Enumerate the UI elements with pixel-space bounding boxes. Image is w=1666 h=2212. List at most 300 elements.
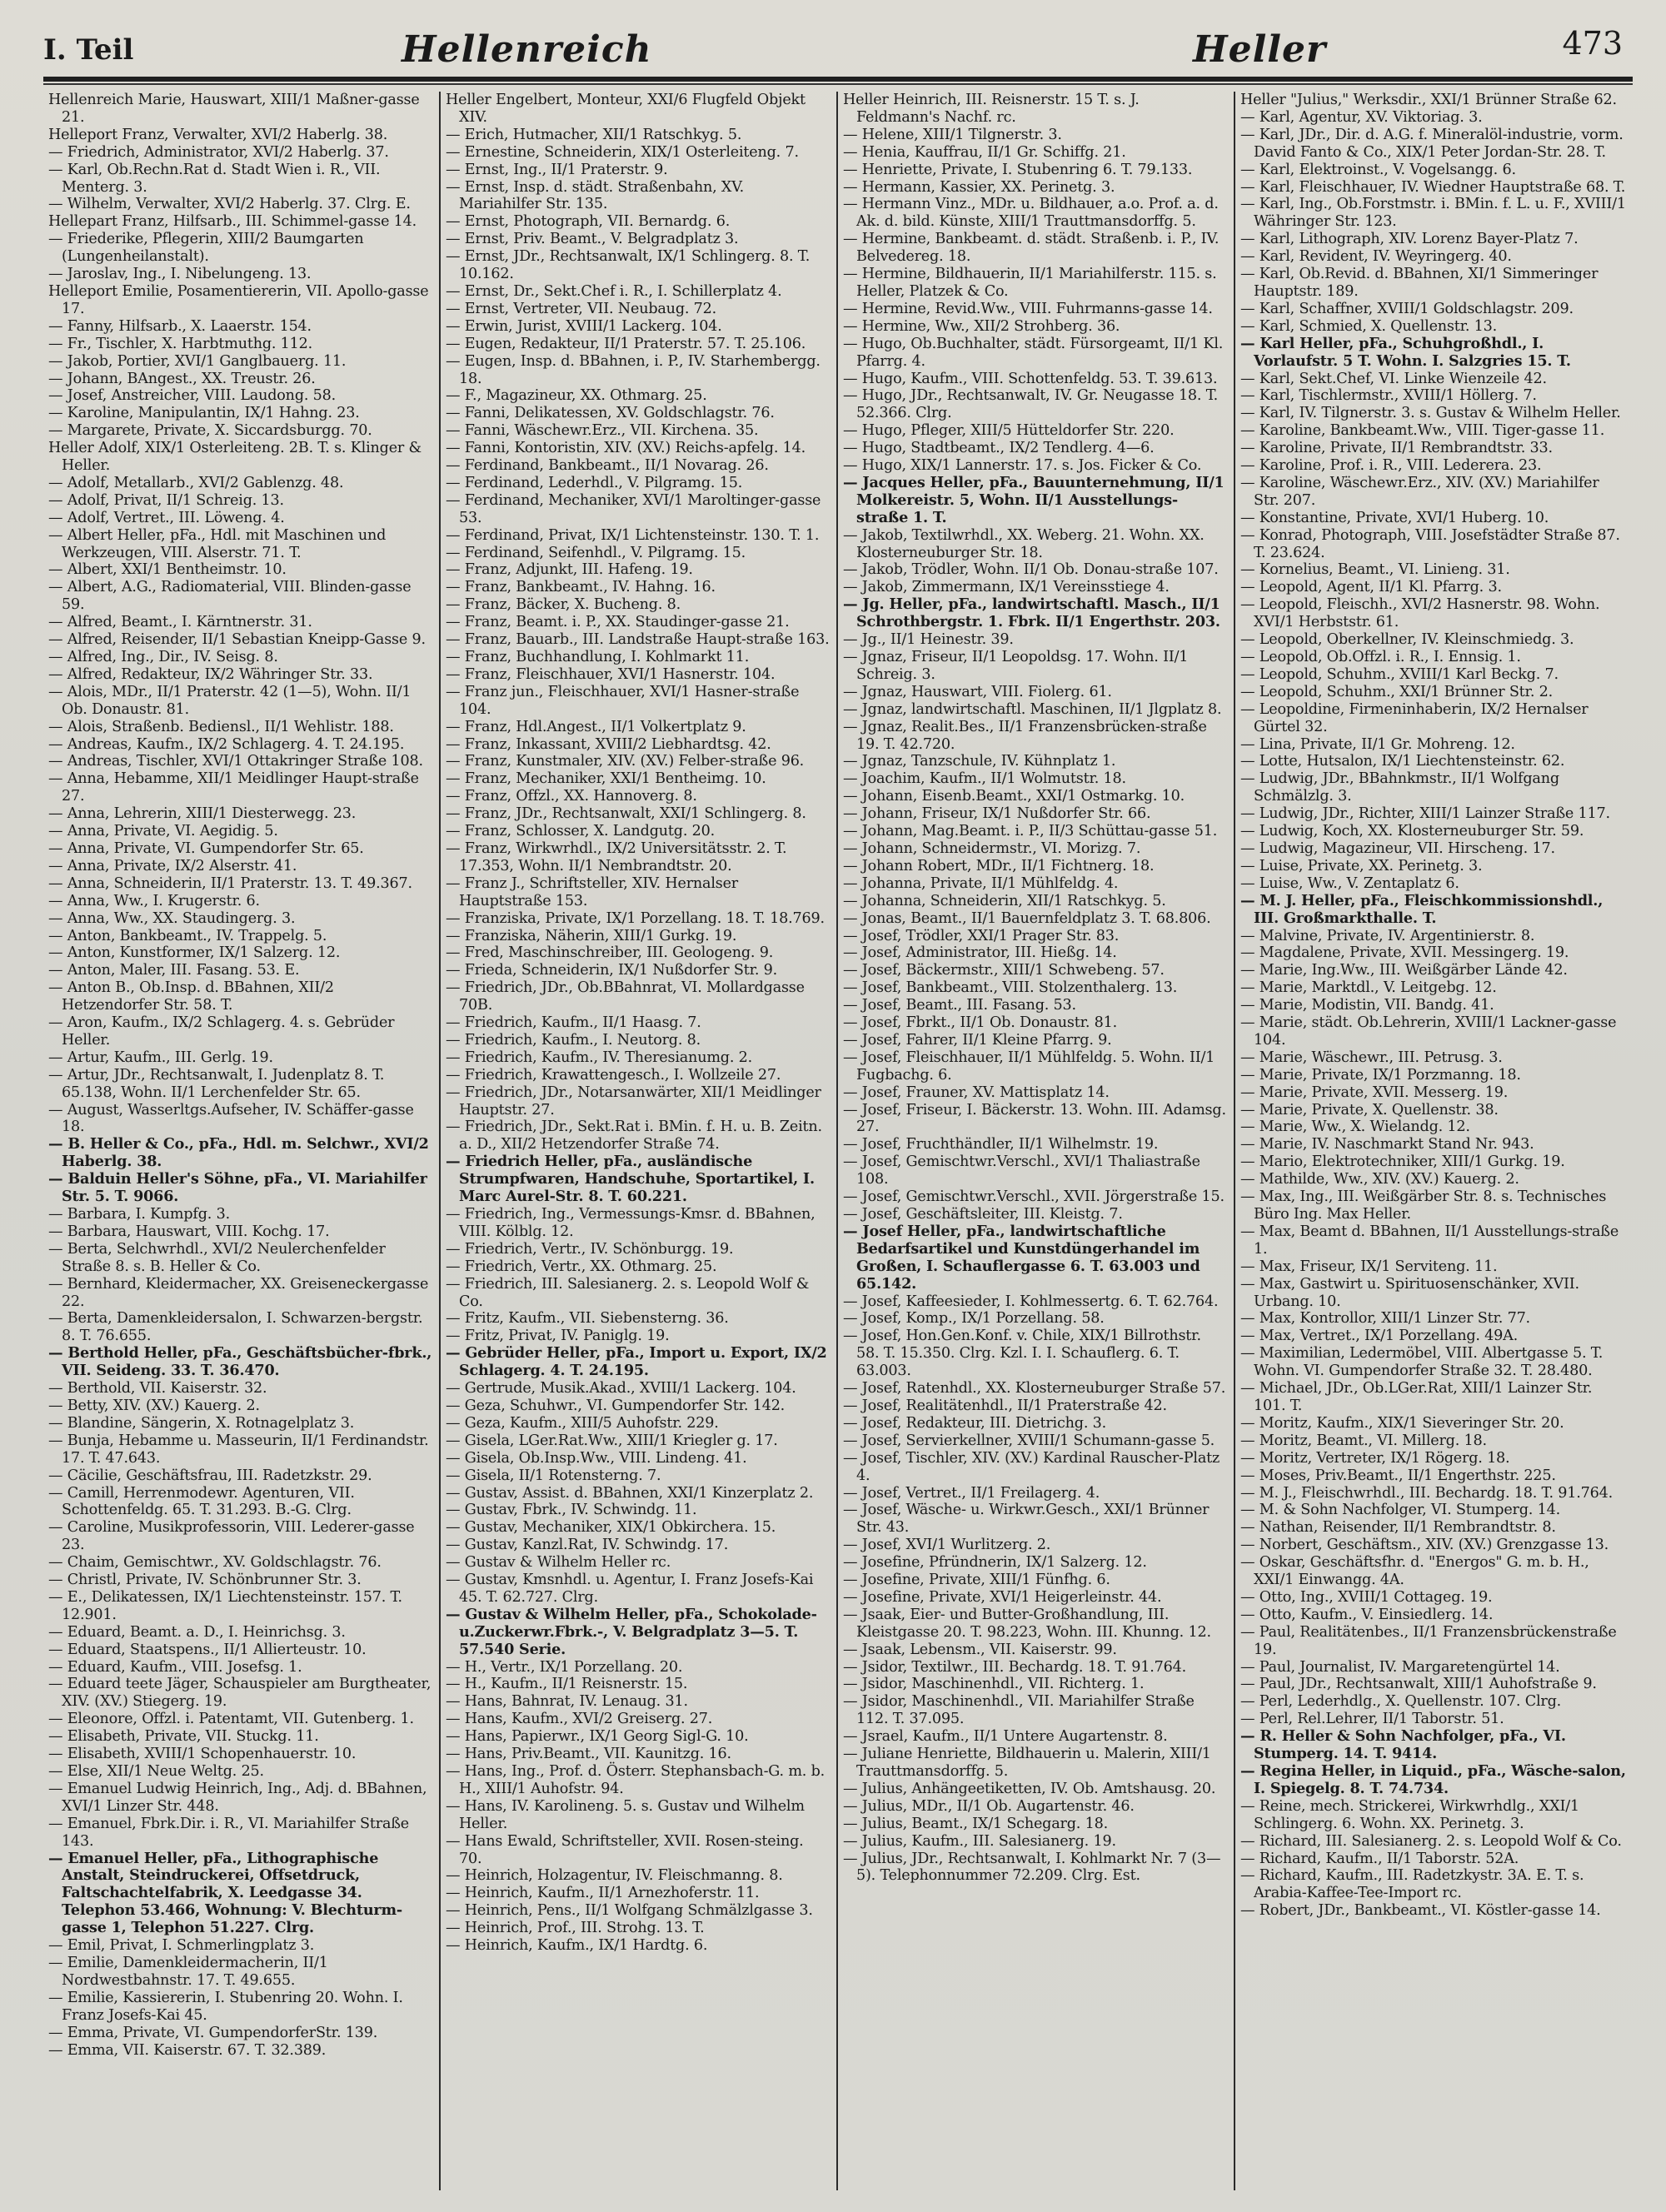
directory-entry: — Magdalene, Private, XVII. Messingerg. 19. — [1240, 944, 1569, 962]
directory-entry: — Hermann Vinz., MDr. u. Bildhauer, a.o. Prof. a. d. Ak. d. bild. Künste, XIII/1 Trauttmansdorffg. 5. — [843, 196, 1219, 231]
directory-entry: — Marie, IV. Naschmarkt Stand Nr. 943. — [1240, 1136, 1534, 1153]
directory-entry: — Franz, Kunstmaler, XIV. (XV.) Felber-straße 96. — [446, 753, 805, 770]
directory-entry: — Frieda, Schneiderin, IX/1 Nußdorfer Str. 9. — [446, 962, 778, 979]
directory-entry: — Franziska, Private, IX/1 Porzellang. 18. T. 18.769. — [446, 909, 825, 927]
directory-entry: — Mario, Elektrotechniker, XIII/1 Gurkg. 19. — [1240, 1153, 1565, 1171]
directory-entry: — Ferdinand, Lederhdl., V. Pilgramg. 15. — [446, 474, 743, 491]
directory-entry: — Josefine, Private, XIII/1 Fünfhg. 6. — [843, 1572, 1110, 1589]
directory-entry: — Henriette, Private, I. Stubenring 6. T. 79.133. — [843, 161, 1193, 178]
directory-entry: — Friedrich, JDr., Sekt.Rat i. BMin. f. H. u. B. Zeitn. a. D., XII/2 Hetzendorfer Straße 74. — [446, 1118, 822, 1153]
directory-entry: — Joachim, Kaufm., II/1 Wolmutstr. 18. — [843, 770, 1126, 788]
directory-entry: — Johann, Mag.Beamt. i. P., II/3 Schüttau-gasse 51. — [843, 823, 1218, 840]
directory-entry: — Artur, Kaufm., III. Gerlg. 19. — [48, 1049, 273, 1066]
directory-entry: — Karl, Elektroinst., V. Vogelsangg. 6. — [1240, 161, 1516, 178]
directory-entry: — Jgnaz, landwirtschaftl. Maschinen, II/1 Jlgplatz 8. — [843, 700, 1222, 718]
directory-entry: — Friedrich, JDr., Ob.BBahnrat, VI. Mollardgasse 70B. — [446, 979, 805, 1014]
directory-entry: — Jaroslav, Ing., I. Nibelungeng. 13. — [48, 266, 312, 283]
directory-entry: — Betty, XIV. (XV.) Kauerg. 2. — [48, 1397, 260, 1414]
directory-entry: — Friedrich, Ing., Vermessungs-Kmsr. d. BBahnen, VIII. Kölblg. 12. — [446, 1206, 816, 1240]
directory-entry: — Helene, XIII/1 Tilgnerstr. 3. — [843, 126, 1062, 143]
directory-entry: — Margarete, Private, X. Siccardsburgg. 70. — [48, 422, 372, 440]
directory-entry: — Paul, Journalist, IV. Margaretengürtel 14. — [1240, 1658, 1560, 1676]
directory-entry: — Ernestine, Schneiderin, XIX/1 Osterleiteng. 7. — [446, 143, 799, 161]
directory-entry: — Marie, Private, X. Quellenstr. 38. — [1240, 1101, 1499, 1118]
directory-entry: — Konstantine, Private, XVI/1 Huberg. 10. — [1240, 509, 1549, 526]
directory-entry: — Gisela, Ob.Insp.Ww., VIII. Lindeng. 41. — [446, 1449, 747, 1467]
directory-entry: — Karl, Revident, IV. Weyringerg. 40. — [1240, 248, 1512, 266]
directory-entry: — Berta, Selchwrhdl., XVI/2 Neulerchenfelder Straße 8. s. B. Heller & Co. — [48, 1240, 386, 1275]
directory-entry: — Andreas, Kaufm., IX/2 Schlagerg. 4. T. 24.195. — [48, 735, 405, 753]
directory-entry: — Mathilde, Ww., XIV. (XV.) Kauerg. 2. — [1240, 1171, 1519, 1188]
directory-entry: — Jg. Heller, pFa., landwirtschaftl. Masch., II/1 Schrothbergstr. 1. Fbrk. II/1 Engerthstr. 203. — [843, 595, 1220, 631]
directory-entry: — Franz, Adjunkt, III. Hafeng. 19. — [446, 561, 693, 579]
directory-entry: — Karl, Tischlermstr., XVIII/1 Höllerg. 7. — [1240, 387, 1537, 405]
directory-entry: — Heinrich, Kaufm., II/1 Arnezhoferstr. 11. — [446, 1885, 760, 1902]
directory-entry: — Alfred, Reisender, II/1 Sebastian Kneipp-Gasse 9. — [48, 631, 426, 649]
directory-entry: — Karl, Ob.Revid. d. BBahnen, XI/1 Simmeringer Hauptstr. 189. — [1240, 266, 1599, 300]
directory-entry: — Kornelius, Beamt., VI. Linieng. 31. — [1240, 561, 1510, 579]
directory-entry: — Hans, Priv.Beamt., VII. Kaunitzg. 16. — [446, 1746, 731, 1763]
directory-entry: — Ernst, JDr., Rechtsanwalt, IX/1 Schlingerg. 8. T. 10.162. — [446, 248, 811, 283]
directory-entry: — Else, XII/1 Neue Weltg. 25. — [48, 1763, 264, 1780]
directory-entry: — Gisela, II/1 Rotensterng. 7. — [446, 1467, 661, 1484]
directory-entry: — Jonas, Beamt., II/1 Bauernfeldplatz 3. T. 68.806. — [843, 909, 1211, 927]
directory-entry: — Johann, BAngest., XX. Treustr. 26. — [48, 370, 316, 387]
directory-entry: — Julius, Kaufm., III. Salesianerg. 19. — [843, 1832, 1116, 1850]
directory-entry: — Josef, Redakteur, III. Dietrichg. 3. — [843, 1414, 1106, 1432]
directory-entry: — Bernhard, Kleidermacher, XX. Greiseneckergasse 22. — [48, 1275, 429, 1310]
directory-entry: — Karl, JDr., Dir. d. A.G. f. Mineralöl-industrie, vorm. David Fanto & Co., XIX/1 Peter Jordan-Str. 28. T. — [1240, 126, 1624, 161]
directory-entry: — Karl, Schmied, X. Quellenstr. 13. — [1240, 317, 1498, 335]
directory-entry: — Karoline, Wäschewr.Erz., XIV. (XV.) Mariahilfer Str. 207. — [1240, 474, 1599, 509]
directory-entry: — Josef, Realitätenhdl., II/1 Praterstraße 42. — [843, 1397, 1167, 1414]
directory-entry: — Elisabeth, Private, VII. Stuckg. 11. — [48, 1728, 319, 1746]
directory-entry: — Max, Vertret., IX/1 Porzellang. 49A. — [1240, 1328, 1519, 1345]
directory-entry: — Josef, Wäsche- u. Wirkwr.Gesch., XXI/1 Brünner Str. 43. — [843, 1502, 1210, 1537]
directory-entry: — Heinrich, Prof., III. Strohg. 13. T. — [446, 1920, 705, 1937]
directory-entry: — Hugo, Stadtbeamt., IX/2 Tendlerg. 4—6. — [843, 440, 1155, 457]
directory-entry: — Josef, Administrator, III. Hießg. 14. — [843, 944, 1117, 962]
directory-entry: — Josef, Fleischhauer, II/1 Mühlfeldg. 5. Wohn. II/1 Fugbachg. 6. — [843, 1049, 1215, 1084]
directory-entry: — Josef, Fruchthändler, II/1 Wilhelmstr. 19. — [843, 1136, 1159, 1153]
directory-entry: — Josef, Geschäftsleiter, III. Kleistg. 7. — [843, 1206, 1123, 1223]
directory-entry: — Perl, Rel.Lehrer, II/1 Taborstr. 51. — [1240, 1711, 1504, 1728]
directory-entry: — Balduin Heller's Söhne, pFa., VI. Mariahilfer Str. 5. T. 9066. — [48, 1170, 427, 1206]
directory-entry: — Franz, Offzl., XX. Hannoverg. 8. — [446, 788, 697, 805]
directory-entry: — Franz jun., Fleischhauer, XVI/1 Hasner-straße 104. — [446, 683, 800, 718]
directory-entry: — Marie, Private, XVII. Messerg. 19. — [1240, 1084, 1509, 1101]
column-3 — [838, 92, 1235, 2190]
directory-entry: — Leopold, Agent, II/1 Kl. Pfarrg. 3. — [1240, 579, 1502, 596]
directory-entry: — Jg., II/1 Heinestr. 39. — [843, 631, 1014, 649]
directory-entry: — Josef, Fahrer, II/1 Kleine Pfarrg. 9. — [843, 1031, 1112, 1049]
directory-entry: — Friedrich, Krawattengesch., I. Wollzeile 27. — [446, 1066, 781, 1084]
directory-entry: — Franz, Buchhandlung, I. Kohlmarkt 11. — [446, 649, 750, 665]
directory-entry: — Gustav, Fbrk., IV. Schwindg. 11. — [446, 1502, 697, 1519]
directory-entry: — Alfred, Ing., Dir., IV. Seisg. 8. — [48, 649, 278, 665]
directory-entry: — Josef, Gemischtwr.Verschl., XVI/1 Thaliastraße 108. — [843, 1153, 1200, 1188]
directory-entry: — Jacques Heller, pFa., Bauunternehmung, II/1 Molkereistr. 5, Wohn. II/1 Ausstellungs-straße 1. T. — [843, 473, 1225, 526]
directory-entry: — Fanni, Kontoristin, XIV. (XV.) Reichs-apfelg. 14. — [446, 440, 806, 457]
directory-entry: — Leopoldine, Firmeninhaberin, IX/2 Hernalser Gürtel 32. — [1240, 700, 1589, 735]
directory-entry: — Josef, Vertret., II/1 Freilagerg. 4. — [843, 1484, 1100, 1502]
directory-entry: — Josefine, Private, XVI/1 Heigerleinstr. 44. — [843, 1588, 1162, 1606]
directory-entry: — Friedrich Heller, pFa., ausländische Strumpfwaren, Handschuhe, Sportartikel, I. Marc Aurel-Str. 8. T. 60.221. — [446, 1153, 815, 1206]
directory-entry: — M. & Sohn Nachfolger, VI. Stumperg. 14. — [1240, 1502, 1560, 1519]
directory-entry: — Leopold, Fleischh., XVI/2 Hasnerstr. 98. Wohn. XVI/1 Herbststr. 61. — [1240, 596, 1600, 631]
directory-entry: — Emanuel Ludwig Heinrich, Ing., Adj. d. BBahnen, XVI/1 Linzer Str. 448. — [48, 1780, 427, 1815]
directory-entry: — Adolf, Metallarb., XVI/2 Gablenzg. 48. — [48, 474, 344, 491]
directory-entry: — M. J. Heller, pFa., Fleischkommissionshdl., III. Großmarkthalle. T. — [1240, 891, 1604, 927]
directory-entry: — Hans, Bahnrat, IV. Lenaug. 31. — [446, 1693, 688, 1711]
header-rule — [43, 77, 1633, 82]
directory-entry: — Erich, Hutmacher, XII/1 Ratschkyg. 5. — [446, 126, 742, 143]
directory-entry: — Lotte, Hutsalon, IX/1 Liechtensteinstr. 62. — [1240, 753, 1565, 770]
directory-entry: — Johann, Friseur, IX/1 Nußdorfer Str. 66. — [843, 805, 1151, 823]
directory-entry: — Leopold, Schuhm., XXI/1 Brünner Str. 2. — [1240, 683, 1553, 700]
directory-entry: — Jgnaz, Hauswart, VIII. Fiolerg. 61. — [843, 683, 1112, 700]
directory-entry: — Ernst, Dr., Sekt.Chef i. R., I. Schillerplatz 4. — [446, 282, 782, 300]
directory-entry: — Anton, Kunstformer, IX/1 Salzerg. 12. — [48, 944, 341, 962]
directory-entry: — Ludwig, JDr., BBahnkmstr., II/1 Wolfgang Schmälzlg. 3. — [1240, 770, 1559, 805]
directory-entry: — Jsrael, Kaufm., II/1 Untere Augartenstr. 8. — [843, 1728, 1168, 1746]
directory-entry: — E., Delikatessen, IX/1 Liechtensteinstr. 157. T. 12.901. — [48, 1588, 402, 1623]
directory-entry: — Perl, Lederhdlg., X. Quellenstr. 107. Clrg. — [1240, 1693, 1562, 1711]
directory-entry: — Eleonore, Offzl. i. Patentamt, VII. Gutenberg. 1. — [48, 1711, 414, 1728]
directory-entry: — Jsidor, Textilwr., III. Bechardg. 18. T. 91.764. — [843, 1658, 1186, 1676]
directory-entry: — Paul, JDr., Rechtsanwalt, XIII/1 Auhofstraße 9. — [1240, 1676, 1597, 1693]
directory-entry: — Eugen, Insp. d. BBahnen, i. P., IV. Starhembergg. 18. — [446, 352, 821, 387]
directory-entry: — Karl Heller, pFa., Schuhgroßhdl., I. Vorlaufstr. 5 T. Wohn. I. Salzgries 15. T. — [1240, 334, 1571, 370]
directory-entry: — Heinrich, Pens., II/1 Wolfgang Schmälzlgasse 3. — [446, 1902, 813, 1920]
directory-entry: Heller Adolf, XIX/1 Osterleiteng. 2B. T. s. Klinger & Heller. — [48, 440, 421, 475]
directory-entry: — Ernst, Vertreter, VII. Neubaug. 72. — [446, 300, 717, 317]
directory-entry: — Albert, XXI/1 Bentheimstr. 10. — [48, 561, 287, 579]
directory-entry: — Josef, Kaffeesieder, I. Kohlmessertg. 6. T. 62.764. — [843, 1293, 1219, 1310]
directory-entry: — Gisela, LGer.Rat.Ww., XIII/1 Kriegler g. 17. — [446, 1432, 778, 1449]
directory-entry: — Anna, Ww., XX. Staudingerg. 3. — [48, 909, 296, 927]
directory-entry: — Bunja, Hebamme u. Masseurin, II/1 Ferdinandstr. 17. T. 47.643. — [48, 1432, 429, 1467]
directory-entry: — Josef, Bankbeamt., VIII. Stolzenthalerg. 13. — [843, 979, 1178, 997]
directory-entry: — Emma, VII. Kaiserstr. 67. T. 32.389. — [48, 2041, 327, 2059]
directory-entry: — Marie, Ing.Ww., III. Weißgärber Lände 42. — [1240, 962, 1568, 979]
column-4 — [1235, 92, 1633, 2190]
directory-entry: — Josef, Bäckermstr., XIII/1 Schwebeng. 57. — [843, 962, 1165, 979]
directory-entry: — Jsidor, Maschinenhdl., VII. Richterg. 1. — [843, 1676, 1145, 1693]
directory-entry: — Josef, Anstreicher, VIII. Laudong. 58. — [48, 387, 337, 405]
directory-entry: Helleport Franz, Verwalter, XVI/2 Haberlg. 38. — [48, 126, 388, 143]
directory-entry: — Josef, Ratenhdl., XX. Klosterneuburger Straße 57. — [843, 1380, 1226, 1397]
directory-entry: Hellepart Franz, Hilfsarb., III. Schimmel-gasse 14. — [48, 213, 417, 231]
directory-entry: Heller Engelbert, Monteur, XXI/6 Flugfeld Objekt XIV. — [446, 92, 806, 126]
directory-entry: — Josef, Frauner, XV. Mattisplatz 14. — [843, 1084, 1110, 1101]
directory-entry: — Julius, Anhängeetiketten, IV. Ob. Amtshausg. 20. — [843, 1780, 1216, 1797]
directory-entry: — Karl, IV. Tilgnerstr. 3. s. Gustav & Wilhelm Heller. — [1240, 405, 1621, 422]
directory-entry: — Jakob, Zimmermann, IX/1 Vereinsstiege 4. — [843, 579, 1170, 596]
directory-entry: — Leopold, Ob.Offzl. i. R., I. Ennsig. 1. — [1240, 649, 1521, 665]
directory-entry: — Anton, Maler, III. Fasang. 53. E. — [48, 962, 300, 979]
directory-entry: — Richard, Kaufm., II/1 Taborstr. 52A. — [1240, 1850, 1519, 1867]
directory-entry: — Hugo, XIX/1 Lannerstr. 17. s. Jos. Ficker & Co. — [843, 457, 1202, 475]
directory-entry: — Gebrüder Heller, pFa., Import u. Export, IX/2 Schlagerg. 4. T. 24.195. — [446, 1344, 827, 1380]
directory-entry: — Josef Heller, pFa., landwirtschaftliche Bedarfsartikel und Kunstdüngerhandel im Großen, I. Schauflergasse 6. T. 63.003 und 65.142. — [843, 1222, 1200, 1293]
directory-entry: — Max, Ing., III. Weißgärber Str. 8. s. Technisches Büro Ing. Max Heller. — [1240, 1188, 1607, 1223]
directory-entry: — Fred, Maschinschreiber, III. Geologeng. 9. — [446, 944, 774, 962]
directory-entry: — Franz, Bauarb., III. Landstraße Haupt-straße 163. — [446, 631, 830, 649]
directory-entry: — Johann, Schneidermstr., VI. Morizg. 7. — [843, 839, 1141, 857]
directory-entry: — Anna, Schneiderin, II/1 Praterstr. 13. T. 49.367. — [48, 874, 412, 892]
directory-entry: — Marie, Private, IX/1 Porzmanng. 18. — [1240, 1066, 1521, 1084]
directory-entry: — Luise, Ww., V. Zentaplatz 6. — [1240, 874, 1459, 892]
directory-entry: Helleport Emilie, Posamentiererin, VII. Apollo-gasse 17. — [48, 282, 429, 317]
directory-entry: — Jsidor, Maschinenhdl., VII. Mariahilfer Straße 112. T. 37.095. — [843, 1693, 1195, 1728]
directory-entry: — Paul, Realitätenbes., II/1 Franzensbrückenstraße 19. — [1240, 1623, 1617, 1658]
column-1 — [43, 92, 441, 2190]
directory-entry: — Eduard teete Jäger, Schauspieler am Burgtheater, XIV. (XV.) Stiegerg. 19. — [48, 1676, 431, 1711]
directory-entry: — Friedrich, Vertr., IV. Schönburgg. 19. — [446, 1240, 734, 1258]
directory-entry: — Alfred, Redakteur, IX/2 Währinger Str. 33. — [48, 665, 373, 683]
entry-columns — [43, 92, 1634, 2190]
directory-entry: — Johanna, Private, II/1 Mühlfeldg. 4. — [843, 874, 1119, 892]
directory-entry: — Juliane Henriette, Bildhauerin u. Malerin, XIII/1 Trauttmansdorffg. 5. — [843, 1746, 1211, 1780]
directory-entry: — Anna, Hebamme, XII/1 Meidlinger Haupt-straße 27. — [48, 770, 419, 805]
directory-entry: — Josef, Fbrkt., II/1 Ob. Donaustr. 81. — [843, 1014, 1118, 1032]
directory-entry: — Franz, Beamt. i. P., XX. Staudinger-gasse 21. — [446, 614, 790, 631]
directory-entry: — Jgnaz, Friseur, II/1 Leopoldsg. 17. Wohn. II/1 Schreig. 3. — [843, 649, 1189, 683]
directory-entry: — Norbert, Geschäftsm., XIV. (XV.) Grenzgasse 13. — [1240, 1537, 1609, 1554]
directory-entry: — Franz, Inkassant, XVIII/2 Liebhardtsg. 42. — [446, 735, 771, 753]
directory-entry: — Andreas, Tischler, XVI/1 Ottakringer Straße 108. — [48, 753, 423, 770]
directory-entry: — Oskar, Geschäftsfhr. d. "Energos" G. m. b. H., XXI/1 Einwangg. 4A. — [1240, 1554, 1589, 1589]
directory-entry: — Marie, städt. Ob.Lehrerin, XVIII/1 Lackner-gasse 104. — [1240, 1014, 1617, 1049]
directory-entry: — Cäcilie, Geschäftsfrau, III. Radetzkstr. 29. — [48, 1467, 372, 1484]
directory-entry: — Jakob, Textilwrhdl., XX. Weberg. 21. Wohn. XX. Klosterneuburger Str. 18. — [843, 526, 1205, 561]
directory-entry: — Johann Robert, MDr., II/1 Fichtnerg. 18. — [843, 857, 1155, 874]
directory-entry: — Elisabeth, XVIII/1 Schopenhauerstr. 10. — [48, 1746, 357, 1763]
directory-entry: Heller "Julius," Werksdir., XXI/1 Brünner Straße 62. — [1240, 92, 1617, 108]
right-guide-word: Heller — [1193, 28, 1327, 71]
directory-entry: — Ernst, Photograph, VII. Bernardg. 6. — [446, 213, 731, 231]
directory-entry: — Friederike, Pflegerin, XIII/2 Baumgarten (Lungenheilanstalt). — [48, 231, 364, 266]
directory-entry: — Hans, Papierwr., IX/1 Georg Sigl-G. 10. — [446, 1728, 749, 1746]
directory-entry: — Alois, Straßenb. Bediensl., II/1 Wehlistr. 188. — [48, 718, 394, 735]
directory-entry: — Camill, Herrenmodewr. Agenturen, VII. Schottenfeldg. 65. T. 31.293. B.-G. Clrg. — [48, 1484, 355, 1519]
directory-entry: — Hans Ewald, Schriftsteller, XVII. Rosen-steing. 70. — [446, 1832, 804, 1867]
directory-entry: — Fritz, Kaufm., VII. Siebensterng. 36. — [446, 1310, 729, 1328]
directory-entry: — Adolf, Privat, II/1 Schreig. 13. — [48, 491, 284, 509]
directory-entry: — August, Wasserltgs.Aufseher, IV. Schäffer-gasse 18. — [48, 1101, 414, 1136]
directory-entry: — F., Magazineur, XX. Othmarg. 25. — [446, 387, 707, 405]
directory-entry: — Franziska, Näherin, XIII/1 Gurkg. 19. — [446, 927, 737, 944]
directory-entry: — Max, Friseur, IX/1 Serviteng. 11. — [1240, 1258, 1498, 1275]
directory-entry: — Anna, Private, IX/2 Alserstr. 41. — [48, 857, 297, 874]
directory-entry: — Gustav & Wilhelm Heller, pFa., Schokolade-u.Zuckerwr.Fbrk.-, V. Belgradplatz 3—5. T. 57.540 Serie. — [446, 1605, 817, 1658]
directory-entry: — Ferdinand, Mechaniker, XVI/1 Maroltinger-gasse 53. — [446, 491, 821, 526]
directory-entry: — Berta, Damenkleidersalon, I. Schwarzen-bergstr. 8. T. 76.655. — [48, 1310, 423, 1345]
directory-entry: — Alois, MDr., II/1 Praterstr. 42 (1—5), Wohn. II/1 Ob. Donaustr. 81. — [48, 683, 412, 718]
directory-entry: — Ludwig, JDr., Richter, XIII/1 Lainzer Straße 117. — [1240, 805, 1610, 823]
directory-entry: — Josef, Trödler, XXI/1 Prager Str. 83. — [843, 927, 1120, 944]
directory-entry: — Caroline, Musikprofessorin, VIII. Lederer-gasse 23. — [48, 1519, 415, 1554]
directory-entry: — Emanuel Heller, pFa., Lithographische Anstalt, Steindruckerei, Offsetdruck, Faltschachtelfabrik, X. Leedgasse 34. Telephon 53.466, Wohnung: V. Blechturm-gasse 1, Telephon 51.227. Clrg. — [48, 1849, 403, 1937]
directory-entry: — Gustav, Kanzl.Rat, IV. Schwindg. 17. — [446, 1537, 729, 1554]
directory-entry: Heller Heinrich, III. Reisnerstr. 15 T. s. J. Feldmann's Nachf. rc. — [843, 92, 1140, 126]
directory-entry: — Hugo, Kaufm., VIII. Schottenfeldg. 53. T. 39.613. — [843, 370, 1218, 387]
column-2 — [441, 92, 838, 2190]
directory-entry: — Geza, Schuhwr., VI. Gumpendorfer Str. 142. — [446, 1397, 786, 1414]
directory-entry: — Ernst, Ing., II/1 Praterstr. 9. — [446, 161, 668, 178]
directory-entry: — Eduard, Staatspens., II/1 Allierteustr. 10. — [48, 1641, 367, 1658]
directory-entry: — Hermine, Revid.Ww., VIII. Fuhrmanns-gasse 14. — [843, 300, 1213, 317]
header-rule-thin — [43, 83, 1633, 85]
directory-entry: — Chaim, Gemischtwr., XV. Goldschlagstr. 76. — [48, 1554, 382, 1572]
directory-entry: — Ferdinand, Privat, IX/1 Lichtensteinstr. 130. T. 1. — [446, 526, 820, 544]
directory-entry: — Jsaak, Eier- und Butter-Großhandlung, III. Kleistgasse 20. T. 98.223, Wohn. III. Khunng. 12. — [843, 1606, 1211, 1641]
directory-entry: — Emma, Private, VI. GumpendorferStr. 139. — [48, 2024, 378, 2041]
directory-entry: — Karoline, Private, II/1 Rembrandtstr. 33. — [1240, 440, 1553, 457]
directory-entry: — Friedrich, JDr., Notarsanwärter, XII/1 Meidlinger Hauptstr. 27. — [446, 1084, 821, 1118]
directory-entry: — R. Heller & Sohn Nachfolger, pFa., VI. Stumperg. 14. T. 9414. — [1240, 1727, 1566, 1763]
directory-entry: — Karl, Fleischhauer, IV. Wiedner Hauptstraße 68. T. — [1240, 178, 1626, 196]
directory-entry: — Eugen, Redakteur, II/1 Praterstr. 57. T. 25.106. — [446, 335, 806, 352]
directory-entry: — Josef, Gemischtwr.Verschl., XVII. Jörgerstraße 15. — [843, 1188, 1225, 1206]
directory-entry: — Friedrich, Kaufm., IV. Theresianumg. 2. — [446, 1049, 753, 1066]
directory-entry: — Karoline, Manipulantin, IX/1 Hahng. 23. — [48, 405, 360, 422]
directory-entry: — Anna, Lehrerin, XIII/1 Diesterwegg. 23. — [48, 805, 357, 823]
directory-entry: — Jakob, Trödler, Wohn. II/1 Ob. Donau-straße 107. — [843, 561, 1219, 579]
directory-entry: — Richard, Kaufm., III. Radetzkystr. 3A. E. T. s. Arabia-Kaffee-Tee-Import rc. — [1240, 1867, 1584, 1902]
directory-entry: — Gustav, Kmsnhdl. u. Agentur, I. Franz Josefs-Kai 45. T. 62.727. Clrg. — [446, 1572, 814, 1606]
directory-entry: — Hans, IV. Karolineng. 5. s. Gustav und Wilhelm Heller. — [446, 1797, 805, 1832]
directory-entry: — Moritz, Vertreter, IX/1 Rögerg. 18. — [1240, 1449, 1510, 1467]
directory-entry: — Maximilian, Ledermöbel, VIII. Albertgasse 5. T. Wohn. VI. Gumpendorfer Straße 32. T. 28.480. — [1240, 1345, 1604, 1380]
directory-entry: — Friedrich, Kaufm., II/1 Haasg. 7. — [446, 1014, 701, 1032]
directory-entry: — Anna, Private, VI. Gumpendorfer Str. 65. — [48, 839, 364, 857]
directory-entry: — Anton B., Ob.Insp. d. BBahnen, XII/2 Hetzendorfer Str. 58. T. — [48, 979, 334, 1014]
directory-entry: — Max, Beamt d. BBahnen, II/1 Ausstellungs-straße 1. — [1240, 1223, 1619, 1258]
directory-entry: — Franz, Bäcker, X. Bucheng. 8. — [446, 596, 681, 614]
directory-entry: — Gustav, Mechaniker, XIX/1 Obkirchera. 15. — [446, 1519, 776, 1537]
left-guide-word: Hellenreich — [402, 28, 652, 71]
directory-entry: — Otto, Kaufm., V. Einsiedlerg. 14. — [1240, 1606, 1494, 1623]
directory-entry: — Berthold, VII. Kaiserstr. 32. — [48, 1380, 267, 1397]
directory-entry: — Ludwig, Magazineur, VII. Hirscheng. 17. — [1240, 839, 1555, 857]
directory-entry: — Eduard, Kaufm., VIII. Josefsg. 1. — [48, 1658, 302, 1676]
directory-entry: — Josef, XVI/1 Wurlitzerg. 2. — [843, 1537, 1051, 1554]
directory-entry: — Jsaak, Lebensm., VII. Kaiserstr. 99. — [843, 1641, 1117, 1658]
directory-entry: — Karl, Schaffner, XVIII/1 Goldschlagstr. 209. — [1240, 300, 1574, 317]
directory-entry: — Ernst, Priv. Beamt., V. Belgradplatz 3. — [446, 231, 739, 248]
directory-entry: — Eduard, Beamt. a. D., I. Heinrichsg. 3. — [48, 1623, 346, 1641]
directory-entry: — Josef, Tischler, XIV. (XV.) Kardinal Rauscher-Platz 4. — [843, 1449, 1220, 1484]
directory-entry: — Max, Kontrollor, XIII/1 Linzer Str. 77. — [1240, 1310, 1530, 1328]
directory-entry: — Julius, MDr., II/1 Ob. Augartenstr. 46. — [843, 1797, 1135, 1815]
directory-entry: — Moses, Priv.Beamt., II/1 Engerthstr. 225. — [1240, 1467, 1556, 1484]
directory-entry: — Lina, Private, II/1 Gr. Mohreng. 12. — [1240, 735, 1515, 753]
directory-entry: — Josef, Servierkellner, XVIII/1 Schumann-gasse 5. — [843, 1432, 1215, 1449]
directory-entry: — B. Heller & Co., pFa., Hdl. m. Selchwr., XVI/2 Haberlg. 38. — [48, 1135, 429, 1171]
directory-entry: — Karoline, Prof. i. R., VIII. Lederera. 23. — [1240, 457, 1542, 475]
directory-entry: — Hugo, Ob.Buchhalter, städt. Fürsorgeamt, II/1 Kl. Pfarrg. 4. — [843, 335, 1224, 370]
directory-entry: — H., Kaufm., II/1 Reisnerstr. 15. — [446, 1676, 688, 1693]
directory-entry: — Karoline, Bankbeamt.Ww., VIII. Tiger-gasse 11. — [1240, 422, 1605, 440]
directory-entry: — Erwin, Jurist, XVIII/1 Lackerg. 104. — [446, 317, 722, 335]
directory-entry: — Aron, Kaufm., IX/2 Schlagerg. 4. s. Gebrüder Heller. — [48, 1014, 395, 1049]
directory-entry: — Hermine, Bankbeamt. d. städt. Straßenb. i. P., IV. Belvedereg. 18. — [843, 231, 1220, 266]
directory-entry: — Ferdinand, Bankbeamt., II/1 Novarag. 26. — [446, 457, 769, 475]
directory-entry: — Anna, Ww., I. Krugerstr. 6. — [48, 892, 260, 909]
directory-entry: — Franz, JDr., Rechtsanwalt, XXI/1 Schlingerg. 8. — [446, 805, 806, 823]
directory-entry: — Barbara, I. Kumpfg. 3. — [48, 1206, 230, 1223]
directory-entry: — Friedrich, III. Salesianerg. 2. s. Leopold Wolf & Co. — [446, 1275, 810, 1310]
directory-entry: — Fanny, Hilfsarb., X. Laaerstr. 154. — [48, 317, 312, 335]
directory-entry: — Marie, Ww., X. Wielandg. 12. — [1240, 1118, 1470, 1136]
directory-entry: — Franz, Hdl.Angest., II/1 Volkertplatz 9. — [446, 718, 746, 735]
directory-entry: — Karl, Agentur, XV. Viktoriag. 3. — [1240, 108, 1483, 126]
directory-entry: — Alfred, Beamt., I. Kärntnerstr. 31. — [48, 614, 312, 631]
directory-entry: — Hugo, Pfleger, XIII/5 Hütteldorfer Str. 220. — [843, 422, 1175, 440]
directory-entry: — Emilie, Damenkleidermacherin, II/1 Nordwestbahnstr. 17. T. 49.655. — [48, 1954, 328, 1989]
directory-entry: — Konrad, Photograph, VIII. Josefstädter Straße 87. T. 23.624. — [1240, 526, 1620, 561]
directory-entry: — Anton, Bankbeamt., IV. Trappelg. 5. — [48, 927, 327, 944]
directory-entry: — Karl, Ob.Rechn.Rat d. Stadt Wien i. R., VII. Menterg. 3. — [48, 161, 381, 196]
directory-entry: — Gustav, Assist. d. BBahnen, XXI/1 Kinzerplatz 2. — [446, 1484, 814, 1502]
part-label: I. Teil — [43, 33, 134, 67]
directory-entry: — Regina Heller, in Liquid., pFa., Wäsche-salon, I. Spiegelg. 8. T. 74.734. — [1240, 1762, 1626, 1797]
directory-entry: — Karl, Sekt.Chef, VI. Linke Wienzeile 42. — [1240, 370, 1547, 387]
directory-entry: — Franz, Fleischhauer, XVI/1 Hasnerstr. 104. — [446, 665, 776, 683]
directory-entry: — Jgnaz, Realit.Bes., II/1 Franzensbrücken-straße 19. T. 42.720. — [843, 718, 1207, 753]
directory-entry: — Albert Heller, pFa., Hdl. mit Maschinen und Werkzeugen, VIII. Alserstr. 71. T. — [48, 526, 387, 561]
directory-entry: — Hermine, Ww., XII/2 Strohberg. 36. — [843, 317, 1120, 335]
directory-entry: — Moritz, Kaufm., XIX/1 Sieveringer Str. 20. — [1240, 1414, 1564, 1432]
directory-entry: — Gustav & Wilhelm Heller rc. — [446, 1554, 671, 1572]
directory-entry: — Leopold, Oberkellner, IV. Kleinschmiedg. 3. — [1240, 631, 1574, 649]
directory-entry: — Karl, Ing., Ob.Forstmstr. i. BMin. f. L. u. F., XVIII/1 Währinger Str. 123. — [1240, 196, 1626, 231]
directory-entry: — Max, Gastwirt u. Spirituosenschänker, XVII. Urbang. 10. — [1240, 1275, 1579, 1310]
directory-entry: — Franz, Schlosser, X. Landgutg. 20. — [446, 823, 716, 840]
directory-entry: — Julius, JDr., Rechtsanwalt, I. Kohlmarkt Nr. 7 (3—5). Telephonnummer 72.209. Clrg. Est. — [843, 1850, 1221, 1885]
directory-entry: — Artur, JDr., Rechtsanwalt, I. Judenplatz 8. T. 65.138, Wohn. II/1 Lerchenfelder Str. 65. — [48, 1066, 385, 1101]
directory-entry: — Josef, Hon.Gen.Konf. v. Chile, XIX/1 Billrothstr. 58. T. 15.350. Clrg. Kzl. I. I. Schauflerg. 6. T. 63.003. — [843, 1328, 1201, 1380]
directory-entry: — Julius, Beamt., IX/1 Schegarg. 18. — [843, 1815, 1108, 1832]
directory-entry: — Nathan, Reisender, II/1 Rembrandtstr. 8. — [1240, 1519, 1556, 1537]
directory-entry: — Reine, mech. Strickerei, Wirkwrhdlg., XXI/1 Schlingerg. 6. Wohn. XX. Perinetg. 3. — [1240, 1797, 1579, 1832]
directory-entry: — Johanna, Schneiderin, XII/1 Ratschkyg. 5. — [843, 892, 1166, 909]
directory-entry: — Jakob, Portier, XVI/1 Ganglbauerg. 11. — [48, 352, 347, 370]
directory-entry: — Karl, Lithograph, XIV. Lorenz Bayer-Platz 7. — [1240, 231, 1579, 248]
directory-entry: — Otto, Ing., XVIII/1 Cottageg. 19. — [1240, 1588, 1493, 1606]
directory-entry: — Ernst, Insp. d. städt. Straßenbahn, XV. Mariahilfer Str. 135. — [446, 178, 745, 213]
directory-entry: — Leopold, Schuhm., XVIII/1 Karl Beckg. 7. — [1240, 665, 1559, 683]
directory-entry: — Marie, Modistin, VII. Bandg. 41. — [1240, 997, 1494, 1014]
directory-entry: — Josef, Komp., IX/1 Porzellang. 58. — [843, 1310, 1105, 1328]
directory-entry: — Ludwig, Koch, XX. Klosterneuburger Str. 59. — [1240, 823, 1584, 840]
directory-entry: — Richard, III. Salesianerg. 2. s. Leopold Wolf & Co. — [1240, 1832, 1622, 1850]
directory-entry: — Albert, A.G., Radiomaterial, VIII. Blinden-gasse 59. — [48, 579, 412, 614]
directory-entry: — Luise, Private, XX. Perinetg. 3. — [1240, 857, 1483, 874]
directory-entry: — Henia, Kauffrau, II/1 Gr. Schiffg. 21. — [843, 143, 1126, 161]
directory-entry: — Michael, JDr., Ob.LGer.Rat, XIII/1 Lainzer Str. 101. T. — [1240, 1380, 1593, 1414]
directory-entry: — Josef, Beamt., III. Fasang. 53. — [843, 997, 1076, 1014]
directory-entry: — Josefine, Pfründnerin, IX/1 Salzerg. 12. — [843, 1554, 1147, 1572]
directory-entry: — Marie, Wäschewr., III. Petrusg. 3. — [1240, 1049, 1503, 1066]
directory-entry: — Friedrich, Administrator, XVI/2 Haberlg. 37. — [48, 143, 389, 161]
directory-entry: — Fanni, Wäschewr.Erz., VII. Kirchena. 35. — [446, 422, 759, 440]
directory-entry: — Emil, Privat, I. Schmerlingplatz 3. — [48, 1937, 315, 1955]
directory-entry: — Fanni, Delikatessen, XV. Goldschlagstr. 76. — [446, 405, 775, 422]
directory-entry: — Blandine, Sängerin, X. Rotnagelplatz 3. — [48, 1414, 355, 1432]
